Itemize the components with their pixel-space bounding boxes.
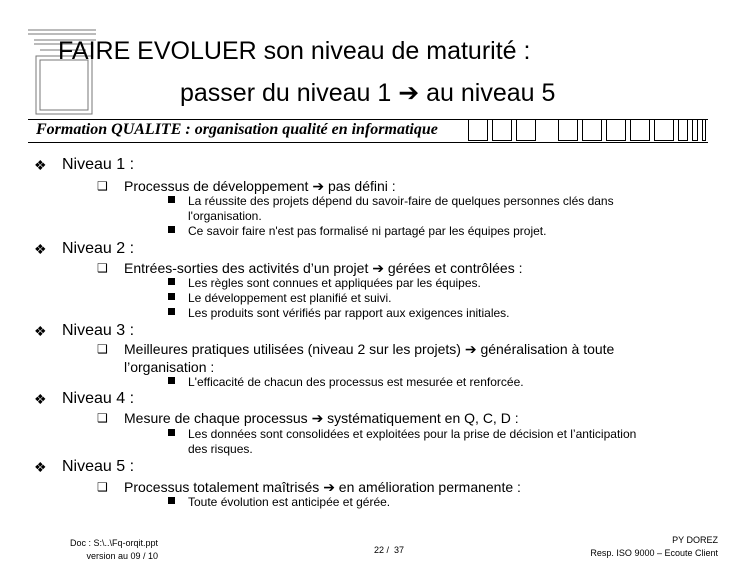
title-line-2-start: passer du niveau 1 [180,79,399,107]
banner-text: Formation QUALITE : organisation qualité en informatique [36,121,438,138]
banner-square-icon [582,119,602,141]
level-1-label: Niveau 1 : [62,156,135,173]
level-5-label: Niveau 5 : [62,458,135,475]
level-1-detail-text: Ce savoir faire n'est pas formalisé ni partagé par les équipes projet. [188,224,547,238]
filled-square-bullet-icon [168,377,175,384]
hollow-square-bullet-icon: ❑ [97,480,108,494]
footer-author [500,535,718,559]
banner-square-icon [692,119,698,141]
filled-square-bullet-icon [168,226,175,233]
level-1-detail-text: La réussite des projets dépend du savoir-faire de quelques personnes clés dans l'organisation. [188,194,614,223]
banner-square-icon [468,119,488,141]
level-2-item-end: gérées et contrôlées : [383,260,523,276]
level-1-item-start: Processus de développement [124,178,313,194]
filled-square-bullet-icon [168,196,175,203]
footer-doc-ref [58,538,158,562]
level-5-detail-text: Toute évolution est anticipée et gérée. [188,495,391,509]
level-1-item-end: pas défini : [324,178,396,194]
hollow-square-bullet-icon: ❑ [97,342,108,356]
hollow-square-bullet-icon: ❑ [97,179,108,193]
level-4-detail-text: Les données sont consolidées et exploitées pour la prise de décision et l’anticipation des risques. [188,427,637,456]
banner-bottom-rule [28,142,708,143]
hollow-square-bullet-icon: ❑ [97,411,108,425]
banner-square-icon [702,119,706,141]
level-4-item-end: systématiquement en Q, C, D : [323,410,519,426]
right-arrow-icon: ➔ [372,260,384,276]
right-arrow-icon: ➔ [312,178,325,194]
level-3-item-start: Meilleures pratiques utilisées (niveau 2 sur les projets) [124,341,465,357]
hollow-square-bullet-icon: ❑ [97,261,108,275]
right-arrow-icon: ➔ [311,410,324,426]
right-arrow-icon: ➔ [323,479,335,495]
diamond-bullet-icon: ❖ [34,157,47,173]
filled-square-bullet-icon [168,308,175,315]
diamond-bullet-icon: ❖ [34,459,47,475]
level-3-item-end: généralisation à toute l’organisation : [124,341,615,375]
footer-author-role: Resp. ISO 9000 – Ecoute Client [590,548,718,558]
right-arrow-icon: ➔ [398,79,420,107]
diamond-bullet-icon: ❖ [34,241,47,257]
filled-square-bullet-icon [168,429,175,436]
filled-square-bullet-icon [168,293,175,300]
banner-square-icon [630,119,650,141]
footer-doc-version: version au 09 / 10 [86,551,158,561]
banner-square-icon [558,119,578,141]
title-line-1: FAIRE EVOLUER son niveau de maturité : [58,37,531,65]
level-2-detail-text: Le développement est planifié et suivi. [188,291,392,305]
level-2-detail-text: Les règles sont connues et appliquées par les équipes. [188,276,481,290]
banner-square-icon [654,119,674,141]
diamond-bullet-icon: ❖ [34,323,47,339]
filled-square-bullet-icon [168,278,175,285]
level-5-item-end: en amélioration permanente : [334,479,521,495]
level-4-item-start: Mesure de chaque processus [124,410,312,426]
banner-square-icon [492,119,512,141]
diamond-bullet-icon: ❖ [34,391,47,407]
title-line-2 [180,78,555,108]
level-3-label: Niveau 3 : [62,322,135,339]
footer-doc-path: Doc : S:\..\Fq-orqit.ppt [69,538,158,548]
right-arrow-icon: ➔ [464,341,477,357]
footer-page-number: 22 / 37 [374,545,405,555]
filled-square-bullet-icon [168,497,175,504]
level-5-item-start: Processus totalement maîtrisés [124,479,324,495]
footer-author-name: PY DOREZ [672,535,718,545]
level-3-detail-text: L'efficacité de chacun des processus est mesurée et renforcée. [188,375,524,389]
level-2-detail-text: Les produits sont vérifiés par rapport aux exigences initiales. [188,306,510,320]
course-banner [28,119,708,143]
level-2-label: Niveau 2 : [62,240,135,257]
banner-square-icon [606,119,626,141]
banner-square-icon [678,119,688,141]
title-line-2-end: au niveau 5 [419,79,556,107]
level-4-label: Niveau 4 : [62,390,135,407]
level-2-item-start: Entrées-sorties des activités d’un projet [124,260,373,276]
banner-square-icon [516,119,536,141]
